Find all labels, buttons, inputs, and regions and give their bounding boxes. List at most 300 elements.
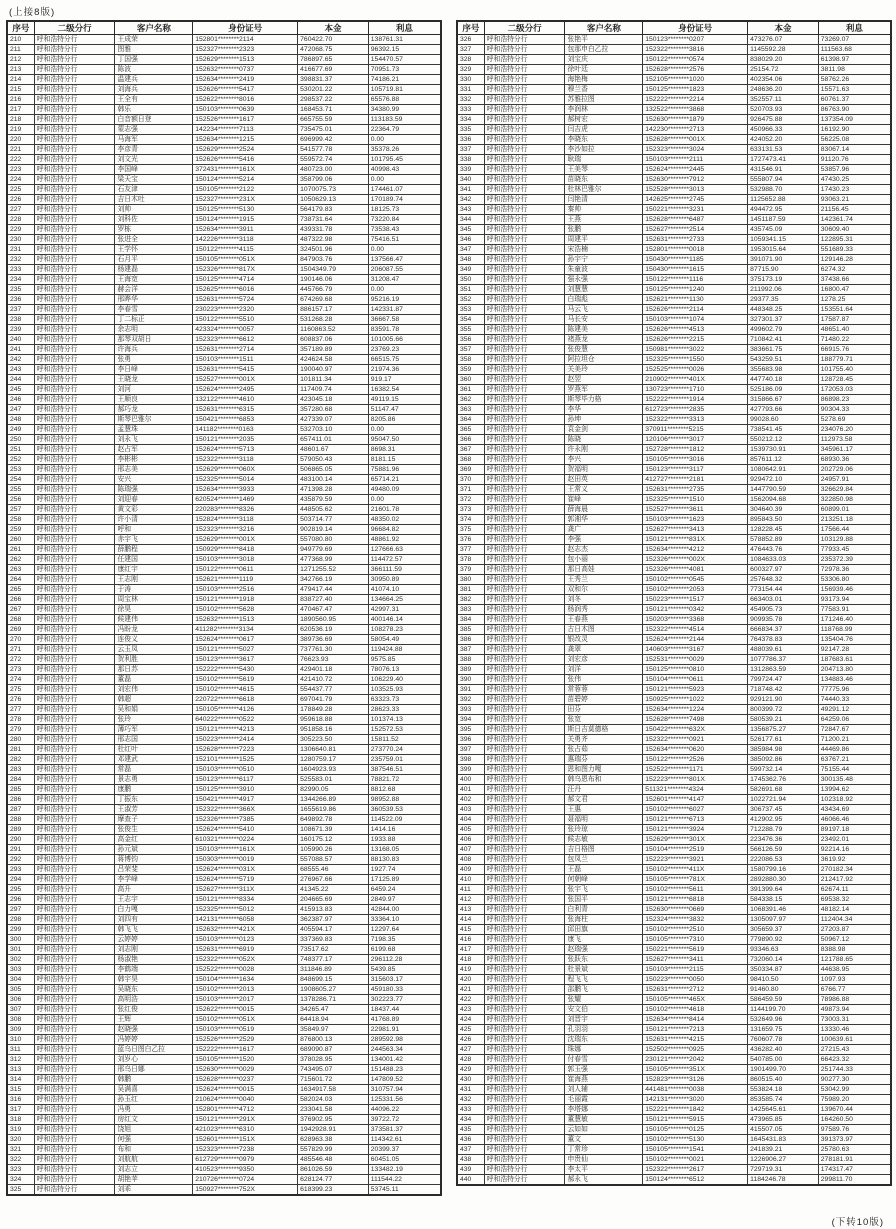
seq-cell: 391 [457,685,484,695]
principal-cell: 715601.72 [298,1075,369,1085]
seq-cell: 273 [7,665,34,675]
id-number-cell: 152626********5416 [193,155,298,165]
branch-cell: 呼和浩特分行 [484,155,565,165]
branch-cell: 呼和浩特分行 [484,45,565,55]
interest-cell: 212417.92 [818,875,891,885]
table-row [457,1015,891,1025]
principal-cell: 1890560.95 [298,615,369,625]
branch-cell: 呼和浩特分行 [34,805,115,815]
name-cell: 袁金剑 [565,425,643,435]
interest-cell: 6459.24 [368,885,441,895]
name-cell: 郭湘华 [565,515,643,525]
table-row [7,315,441,325]
table-row [457,295,891,305]
seq-cell: 213 [7,65,34,75]
interest-cell: 111544.22 [368,1175,441,1185]
interest-cell: 103129.88 [818,535,891,545]
name-cell: 张伟 [565,675,643,685]
interest-cell: 296112.28 [368,955,441,965]
name-cell: 刘帅 [115,205,193,215]
principal-cell: 902819.14 [298,525,369,535]
interest-cell: 0.00 [368,175,441,185]
principal-cell: 1634917.58 [298,1085,369,1095]
table-row [7,855,441,865]
seq-cell: 284 [7,775,34,785]
interest-cell: 360539.53 [368,805,441,815]
table-row [7,1165,441,1175]
table-row [457,395,891,405]
name-cell: 崔海燕 [565,1075,643,1085]
name-cell: 那日高娃 [565,565,643,575]
name-cell: 杜红叶 [115,745,193,755]
id-number-cell: 152631********2714 [193,345,298,355]
branch-cell: 呼和浩特分行 [484,595,565,605]
name-cell: 王常义 [565,485,643,495]
table-row [7,635,441,645]
seq-cell: 389 [457,665,484,675]
table-row [457,895,891,905]
principal-cell: 838727.40 [298,595,369,605]
branch-cell: 呼和浩特分行 [34,735,115,745]
principal-cell: 480723.00 [298,165,369,175]
interest-cell: 273770.24 [368,745,441,755]
id-number-cell: 152323********6612 [193,335,298,345]
name-cell: 冯勇 [115,1105,193,1115]
name-cell: 刘科佐 [115,215,193,225]
id-number-cell: 152322********3118 [193,455,298,465]
principal-cell: 447740.18 [748,375,819,385]
name-cell: 李彦青 [115,145,193,155]
table-row [7,325,441,335]
interest-cell: 70951.73 [368,65,441,75]
table-row [7,805,441,815]
id-number-cell: 150122********2526 [643,755,748,765]
principal-cell: 1068391.46 [748,905,819,915]
principal-cell: 564179.83 [298,205,369,215]
id-number-cell: 152325********5014 [193,475,298,485]
name-cell: 赵志杰 [565,545,643,555]
principal-cell: 929121.90 [748,695,819,705]
seq-cell: 224 [7,175,34,185]
seq-cell: 395 [457,725,484,735]
principal-cell: 1655619.86 [298,805,369,815]
branch-cell: 呼和浩特分行 [484,985,565,995]
seq-cell: 385 [457,625,484,635]
interest-cell: 459180.33 [368,985,441,995]
interest-cell: 244563.34 [368,1045,441,1055]
name-cell: 何朝峰 [565,875,643,885]
principal-cell: 506865.05 [298,465,369,475]
branch-cell: 呼和浩特分行 [34,655,115,665]
id-number-cell: 152327********231X [193,195,298,205]
principal-cell: 383661.75 [748,345,819,355]
seq-cell: 232 [7,255,34,265]
branch-cell: 呼和浩特分行 [484,335,565,345]
name-cell: 邱田旗 [565,925,643,935]
table-row [457,525,891,535]
name-cell: 许永刚 [565,445,643,455]
seq-cell: 361 [457,385,484,395]
interest-cell: 78821.72 [368,775,441,785]
branch-cell: 呼和浩特分行 [34,495,115,505]
principal-cell: 41345.22 [298,885,369,895]
principal-cell: 472068.75 [298,45,369,55]
principal-cell: 1645431.83 [748,1135,819,1145]
branch-cell: 呼和浩特分行 [34,525,115,535]
seq-cell: 402 [457,795,484,805]
id-number-cell: 152522********1171 [643,765,748,775]
id-number-cell: 152627********311X [193,885,298,895]
seq-cell: 408 [457,855,484,865]
interest-cell: 9575.85 [368,655,441,665]
principal-cell: 1451187.59 [748,215,819,225]
id-number-cell: 142226********3118 [193,235,298,245]
id-number-cell: 152801********2114 [193,35,298,45]
name-cell: 郝文君 [565,795,643,805]
name-cell: 陈晓 [565,435,643,445]
name-cell: 李日峰 [115,365,193,375]
principal-cell: 1077786.37 [748,655,819,665]
name-cell: 付春雪 [565,1055,643,1065]
table-row [7,345,441,355]
interest-cell: 27215.43 [818,1045,891,1055]
column-header: 客户名称 [115,21,193,35]
id-number-cell: 150125********4714 [193,275,298,285]
id-number-cell: 150121********4213 [193,725,298,735]
branch-cell: 呼和浩特分行 [484,235,565,245]
branch-cell: 呼和浩特分行 [484,515,565,525]
table-row [457,535,891,545]
id-number-cell: 152223********3921 [643,855,748,865]
seq-cell: 311 [7,1045,34,1055]
interest-cell: 13168.05 [368,845,441,855]
branch-cell: 呼和浩特分行 [34,1055,115,1065]
id-number-cell: 152221********1842 [643,1105,748,1115]
branch-cell: 呼和浩特分行 [484,85,565,95]
interest-cell: 6274.32 [818,265,891,275]
id-number-cell: 152326********7385 [193,815,298,825]
id-number-cell: 152634********1215 [193,135,298,145]
interest-cell: 113183.59 [368,115,441,125]
id-number-cell: 130723********1710 [643,385,748,395]
branch-cell: 呼和浩特分行 [484,745,565,755]
principal-cell: 424624.58 [298,355,369,365]
seq-cell: 252 [7,455,34,465]
principal-cell: 108671.39 [298,825,369,835]
id-number-cell: 150121********291X [193,1115,298,1125]
principal-cell: 949779.69 [298,545,369,555]
interest-cell: 41768.89 [368,1015,441,1025]
interest-cell: 289592.98 [368,1035,441,1045]
branch-cell: 呼和浩特分行 [484,75,565,85]
id-number-cell: 150103********2516 [193,585,298,595]
principal-cell: 487322.98 [298,235,369,245]
table-row [7,475,441,485]
loan-table-left [6,20,442,1196]
table-row [457,255,891,265]
name-cell: 冯盼龙 [115,625,193,635]
seq-cell: 353 [457,305,484,315]
table-row [457,335,891,345]
id-number-cell: 612729********0979 [193,1155,298,1165]
name-cell: 汪丹 [565,785,643,795]
seq-cell: 423 [457,1005,484,1015]
seq-cell: 362 [457,395,484,405]
principal-cell: 168453.71 [298,105,369,115]
id-number-cell: 150102********0545 [643,575,748,585]
branch-cell: 呼和浩特分行 [34,35,115,45]
table-row [7,1125,441,1135]
branch-cell: 呼和浩特分行 [484,1055,565,1065]
branch-cell: 呼和浩特分行 [34,845,115,855]
name-cell: 王春燕 [565,615,643,625]
table-row [7,175,441,185]
branch-cell: 呼和浩特分行 [34,585,115,595]
interest-cell: 129146.28 [818,255,891,265]
name-cell: 冯婷婷 [115,1035,193,1045]
interest-cell: 235372.39 [818,555,891,565]
interest-cell: 86763.90 [818,105,891,115]
principal-cell: 222086.53 [748,855,819,865]
branch-cell: 呼和浩特分行 [484,495,565,505]
branch-cell: 呼和浩特分行 [484,885,565,895]
principal-cell: 48601.67 [298,445,369,455]
seq-cell: 226 [7,195,34,205]
principal-cell: 532703.10 [298,425,369,435]
branch-cell: 呼和浩特分行 [34,235,115,245]
id-number-cell: 612723********2835 [643,405,748,415]
table-row [457,605,891,615]
interest-cell: 60899.01 [818,505,891,515]
interest-cell: 71480.22 [818,335,891,345]
id-number-cell: 152222********1914 [643,395,748,405]
branch-cell: 呼和浩特分行 [34,775,115,785]
table-row [457,205,891,215]
seq-cell: 305 [7,985,34,995]
id-number-cell: 150121********1918 [193,595,298,605]
principal-cell: 298537.22 [298,95,369,105]
seq-cell: 321 [7,1145,34,1155]
id-number-cell: 150104********2519 [643,845,748,855]
name-cell: 刘慧慧 [565,285,643,295]
seq-cell: 322 [7,1155,34,1165]
interest-cell: 48861.92 [368,535,441,545]
interest-cell: 66423.32 [818,1055,891,1065]
interest-cell: 1278.25 [818,295,891,305]
branch-cell: 呼和浩特分行 [484,445,565,455]
name-cell: 惠瑞芬 [565,755,643,765]
name-cell: 薛海晨 [565,505,643,515]
column-header: 身份证号 [193,21,298,35]
interest-cell: 270182.34 [818,865,891,875]
name-cell: 邢晔华 [115,295,193,305]
name-cell: 刘志立 [115,1165,193,1175]
id-number-cell: 150123********3617 [193,655,298,665]
table-row [7,265,441,275]
principal-cell: 959618.88 [298,715,369,725]
branch-cell: 呼和浩特分行 [34,855,115,865]
interest-cell: 78076.13 [368,665,441,675]
branch-cell: 呼和浩特分行 [34,865,115,875]
principal-cell: 586459.59 [748,995,819,1005]
id-number-cell: 411282********3134 [193,625,298,635]
branch-cell: 呼和浩特分行 [484,395,565,405]
seq-cell: 271 [7,645,34,655]
branch-cell: 呼和浩特分行 [484,1135,565,1145]
table-row [7,1015,441,1025]
interest-cell: 135404.76 [818,635,891,645]
table-row [7,215,441,225]
branch-cell: 呼和浩特分行 [34,175,115,185]
seq-cell: 399 [457,765,484,775]
id-number-cell: 150103********2111 [643,155,748,165]
table-row [7,835,441,845]
seq-cell: 275 [7,685,34,695]
branch-cell: 呼和浩特分行 [484,355,565,365]
name-cell: 苗碧婷 [565,695,643,705]
branch-cell: 呼和浩特分行 [34,635,115,645]
principal-cell: 479417.44 [298,585,369,595]
name-cell: 白瑞彪 [565,295,643,305]
name-cell: 沈瑞东 [565,1035,643,1045]
seq-cell: 436 [457,1135,484,1145]
id-number-cell: 152631********2712 [643,985,748,995]
id-number-cell: 410523********9350 [193,1165,298,1175]
table-row [457,385,891,395]
id-number-cell: 152801********0018 [643,245,748,255]
table-row [7,225,441,235]
principal-cell: 98410.50 [748,975,819,985]
seq-cell: 308 [7,1015,34,1025]
table-row [457,425,891,435]
id-number-cell: 152631********5415 [193,365,298,375]
name-cell: 龚广 [565,525,643,535]
table-row [457,545,891,555]
name-cell: 赵占军 [115,445,193,455]
id-number-cell: 150102********5628 [193,605,298,615]
principal-cell: 423045.18 [298,395,369,405]
principal-cell: 557088.57 [298,855,369,865]
name-cell: 李塔娜 [565,1105,643,1115]
seq-cell: 258 [7,515,34,525]
table-row [7,895,441,905]
branch-cell: 呼和浩特分行 [34,1115,115,1125]
name-cell: 赤宇飞 [115,535,193,545]
seq-cell: 345 [457,225,484,235]
id-number-cell: 152634********8414 [643,1015,748,1025]
interest-cell: 3811.98 [818,65,891,75]
interest-cell: 89197.18 [818,825,891,835]
branch-cell: 呼和浩特分行 [484,1115,565,1125]
principal-cell: 327301.37 [748,315,819,325]
seq-cell: 355 [457,325,484,335]
table-row [457,135,891,145]
seq-cell: 310 [7,1035,34,1045]
name-cell: 罗栋 [115,225,193,235]
id-number-cell: 140603********3167 [643,645,748,655]
branch-cell: 呼和浩特分行 [34,275,115,285]
table-row [7,355,441,365]
branch-cell: 呼和浩特分行 [484,945,565,955]
id-number-cell: 152223********801X [643,775,748,785]
interest-cell: 322850.98 [818,495,891,505]
interest-cell: 39722.72 [368,1115,441,1125]
seq-cell: 221 [7,145,34,155]
interest-cell: 64259.06 [818,715,891,725]
principal-cell: 64418.94 [298,1015,369,1025]
seq-cell: 365 [457,425,484,435]
name-cell: 韩乌恩布和 [565,775,643,785]
branch-cell: 呼和浩特分行 [34,265,115,275]
id-number-cell: 150125********1823 [643,85,748,95]
branch-cell: 呼和浩特分行 [34,1175,115,1185]
branch-cell: 呼和浩特分行 [34,1155,115,1165]
seq-cell: 384 [457,615,484,625]
principal-cell: 929472.10 [748,475,819,485]
branch-cell: 呼和浩特分行 [34,825,115,835]
branch-cell: 呼和浩特分行 [484,1045,565,1055]
principal-cell: 25154.72 [748,65,819,75]
table-row [457,1095,891,1105]
branch-cell: 呼和浩特分行 [484,765,565,775]
branch-cell: 呼和浩特分行 [34,755,115,765]
interest-cell: 101755.40 [818,365,891,375]
interest-cell: 101795.45 [368,155,441,165]
seq-cell: 260 [7,535,34,545]
name-cell: 孙宇宁 [565,255,643,265]
id-number-cell: 150105********781X [643,875,748,885]
name-cell: 周宝林 [115,595,193,605]
principal-cell: 304640.39 [748,505,819,515]
id-number-cell: 370911********5215 [643,425,748,435]
branch-cell: 呼和浩特分行 [34,45,115,55]
branch-cell: 呼和浩特分行 [484,965,565,975]
branch-cell: 呼和浩特分行 [34,745,115,755]
id-number-cell: 150102********2053 [643,585,748,595]
table-row [7,775,441,785]
id-number-cell: 152630********0029 [193,1065,298,1075]
principal-cell: 375173.19 [748,275,819,285]
id-number-cell: 150105********3016 [643,455,748,465]
principal-cell: 584338.15 [748,895,819,905]
table-row [7,35,441,45]
branch-cell: 呼和浩特分行 [484,975,565,985]
seq-cell: 414 [457,915,484,925]
interest-cell: 142361.74 [818,215,891,225]
principal-cell: 1356875.27 [748,725,819,735]
principal-cell: 415507.05 [748,1125,819,1135]
interest-cell: 31208.47 [368,275,441,285]
principal-cell: 385984.98 [748,745,819,755]
id-number-cell: 152631********6315 [193,405,298,415]
seq-cell: 333 [457,105,484,115]
name-cell: 孟慧珠 [115,425,193,435]
branch-cell: 呼和浩特分行 [34,125,115,135]
seq-cell: 352 [457,295,484,305]
branch-cell: 呼和浩特分行 [484,655,565,665]
interest-cell: 96392.15 [368,45,441,55]
name-cell: 吕荣斐 [115,865,193,875]
id-number-cell: 150102********4618 [643,1005,748,1015]
name-cell: 董磊 [115,675,193,685]
branch-cell: 呼和浩特分行 [484,645,565,655]
branch-cell: 呼和浩特分行 [484,755,565,765]
branch-cell: 呼和浩特分行 [484,905,565,915]
table-row [7,875,441,885]
table-row [7,905,441,915]
principal-cell: 557829.99 [298,1145,369,1155]
seq-cell: 422 [457,995,484,1005]
